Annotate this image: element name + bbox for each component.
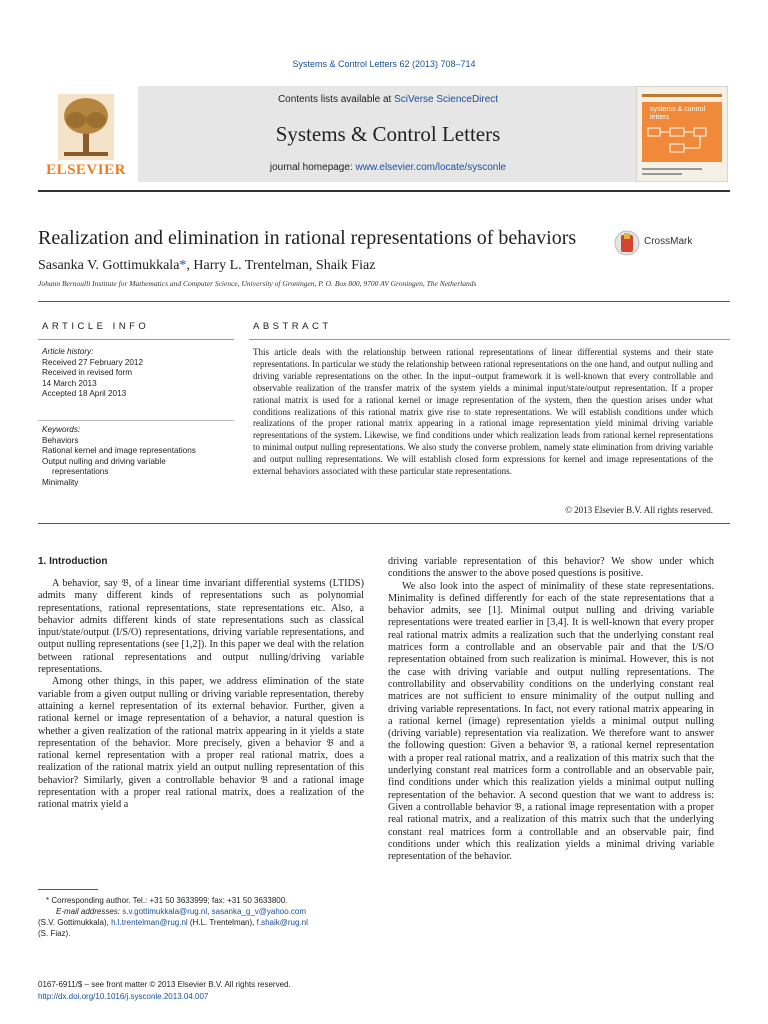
issn-line: 0167-6911/$ – see front matter © 2013 Elsevier B.V. All rights reserved. <box>38 980 291 989</box>
email-owner: (S.V. Gottimukkala), <box>38 918 109 927</box>
crossmark-icon <box>614 230 640 256</box>
masthead <box>38 86 730 186</box>
history-item: Accepted 18 April 2013 <box>42 389 127 399</box>
keyword-item: Rational kernel and image representations <box>42 446 196 456</box>
corresponding-author-mark[interactable]: * <box>179 258 187 273</box>
paragraph: driving variable representation of this behavior? We show under which conditions the answer to the above posed questions is positive. <box>388 556 714 580</box>
keyword-item: Minimality <box>42 477 79 487</box>
homepage-line <box>138 162 638 173</box>
history-label: Article history: <box>42 347 94 356</box>
section-heading-introduction: 1. Introduction <box>38 556 108 567</box>
keyword-item: Output nulling and driving variable <box>42 456 166 466</box>
homepage-prefix: journal homepage: <box>269 162 353 173</box>
email-link[interactable]: s.v.gottimukkala@rug.nl <box>122 907 208 916</box>
cover-title: systems & control letters <box>650 106 706 121</box>
journal-cover[interactable] <box>636 86 728 182</box>
history-item: 14 March 2013 <box>42 378 97 388</box>
journal-citation[interactable]: Systems & Control Letters 62 (2013) 708–714 <box>292 59 476 69</box>
masthead-rule <box>38 190 730 192</box>
email-line <box>38 917 368 928</box>
sciencedirect-link[interactable]: SciVerse ScienceDirect <box>394 94 499 105</box>
author-name: Sasanka V. Gottimukkala <box>38 258 180 273</box>
keywords-label: Keywords: <box>42 425 81 434</box>
coauthor-names: , Harry L. Trentelman, Shaik Fiaz <box>186 258 376 273</box>
article-info-rule <box>38 339 234 340</box>
keywords-rule <box>38 420 234 421</box>
keyword-item: Behaviors <box>42 435 79 445</box>
keyword-item: representations <box>52 467 109 477</box>
right-column <box>388 556 714 863</box>
abstract-copyright: © 2013 Elsevier B.V. All rights reserved. <box>565 505 713 515</box>
contents-prefix: Contents lists available at <box>277 94 392 105</box>
journal-title: Systems & Control Letters <box>275 122 501 146</box>
paragraph: We also look into the aspect of minimality of these state representations. Minimality is defined differently for each of the state representations that a behavior admits, see [1]. Minimal output nulling and driving variable representations were treated earlier in [3,4]. It is well-known that every proper real rational matrix admits a realization such that the underlying constant real matrices form a controllable and an observable pair and that the I/S/O representation obtained from such realization is minimal. However, this is not the case with driving variable and output nulling representations. The controllability and observability conditions on the underlying constant real matrices are not sufficient to ensure minimality of the output nulling and driving variable representations. In fact, not every rational matrix appearing in a rational kernel (image) representation yields a minimal output nulling (driving variable) representation via realization. We therefore want to answer the following question: Given a behavior 𝔅, a rational kernel representation with a proper real rational matrix, and a realization of this matrix such that the underlying constant real matrices form a controllable and an observable pair, find conditions under which this realization yields a minimal output nulling representation of the behavior. A second question that we want to address is: Given a controllable behavior 𝔅, a rational image representation with a proper real rational matrix, and a realization of this matrix such that the underlying constant real matrices form a controllable and an observable pair, find conditions under which this realization yields a minimal driving variable representation of the behavior. <box>388 580 714 863</box>
footnote-mark: * <box>46 896 50 905</box>
email-owner: (S. Fiaz). <box>38 929 71 938</box>
author-list <box>38 258 375 274</box>
email-link[interactable]: f.shaik@rug.nl <box>256 918 308 927</box>
affiliation: Johann Bernoulli Institute for Mathematics and Computer Science, University of Groningen, P. O. Box 800, 9700 AV Groningen, The Netherlands <box>38 279 477 288</box>
footnote <box>38 895 368 939</box>
contents-line <box>138 94 638 105</box>
article-info-heading: ARTICLE INFO <box>42 321 150 332</box>
email-link[interactable]: sasanka_g_v@yahoo.com <box>211 907 307 916</box>
article-title: Realization and elimination in rational representations of behaviors <box>38 227 577 249</box>
paragraph: Among other things, in this paper, we address elimination of the state variable from a given output nulling or driving variable representation, thereby attaining a kernel representation of its external behavior. Further, given a rational kernel or image representation of a behavior, a natural question is whether a given realization of the rational matrix appearing in it yields a state representation of the behavior. More precisely, given a behavior 𝔅 and a rational kernel representation with a proper real rational matrix, does a realization of the rational matrix yield an output nulling representation of this behavior? Similarly, given a controllable behavior 𝔅 and a rational image representation with a proper real rational matrix, does a realization of the rational matrix yield a <box>38 676 364 811</box>
email-owner: (H.L. Trentelman), <box>189 918 255 927</box>
abstract-heading: ABSTRACT <box>253 321 332 332</box>
history-item: Received in revised form <box>42 368 133 378</box>
crossmark-badge[interactable] <box>614 229 724 257</box>
abstract-rule <box>249 339 730 340</box>
corresponding-author: Corresponding author. Tel.: +31 50 3633999; fax: +31 50 3633800. <box>51 896 288 905</box>
doi-link[interactable]: http://dx.doi.org/10.1016/j.sysconle.2013.04.007 <box>38 992 209 1001</box>
abstract-divider <box>38 523 730 524</box>
footnote-rule <box>38 889 98 890</box>
crossmark-label: CrossMark <box>644 236 693 247</box>
cover-image <box>636 86 728 182</box>
corresponding-line <box>38 895 368 906</box>
elsevier-wordmark: ELSEVIER <box>46 162 126 178</box>
elsevier-tree-icon <box>58 94 114 160</box>
article-history <box>42 347 232 400</box>
paragraph: A behavior, say 𝔅, of a linear time invariant differential systems (LTIDS) admits many different kinds of representations such as polynomial representations, rational representations, state representations etc. Also, a behavior admits different kinds of state representations such as classical input/state/output (I/S/O) representations, driving variable representations, and output nulling representations (see [1,2]). In this paper we deal with the relation between rational representations and output nulling/driving variable representations. <box>38 578 364 676</box>
abstract-text: This article deals with the relationship between rational representations of linear differential systems and their state representations. In particular we study the relationship between rational representations on the one hand, and output nulling and driving variable representations on the other. In the input–output framework it is well-known that every controllable and observable realization of the transfer matrix of the system yields a minimal input/state/output representation. If a proper rational matrix is used for a rational kernel or image representation of the system, then the question arises under what conditions realizations of this rational matrix give rise to state representations. We will establish conditions under which realizations of the proper rational matrix appearing in a rational image representation yield minimal driving variable representations of the system. Likewise, we find conditions under which realization leads from rational kernel representations to minimal output nulling representations. We also study the converse problem, namely state elimination from driving variable and output nulling representations. We will establish closed form expressions for kernel and image representations of the external behaviors associated with these particular state representations. <box>253 347 713 477</box>
left-column <box>38 578 364 812</box>
keywords <box>42 425 232 489</box>
history-item: Received 27 February 2012 <box>42 357 144 367</box>
emails-label: E-mail addresses: <box>56 907 121 916</box>
email-line: E-mail addresses: s.v.gottimukkala@rug.nl, sasanka_g_v@yahoo.com <box>56 907 307 916</box>
email-link[interactable]: h.l.trentelman@rug.nl <box>111 918 188 927</box>
elsevier-logo[interactable] <box>38 92 134 182</box>
title-divider <box>38 301 730 302</box>
homepage-link[interactable]: www.elsevier.com/locate/sysconle <box>355 162 507 173</box>
